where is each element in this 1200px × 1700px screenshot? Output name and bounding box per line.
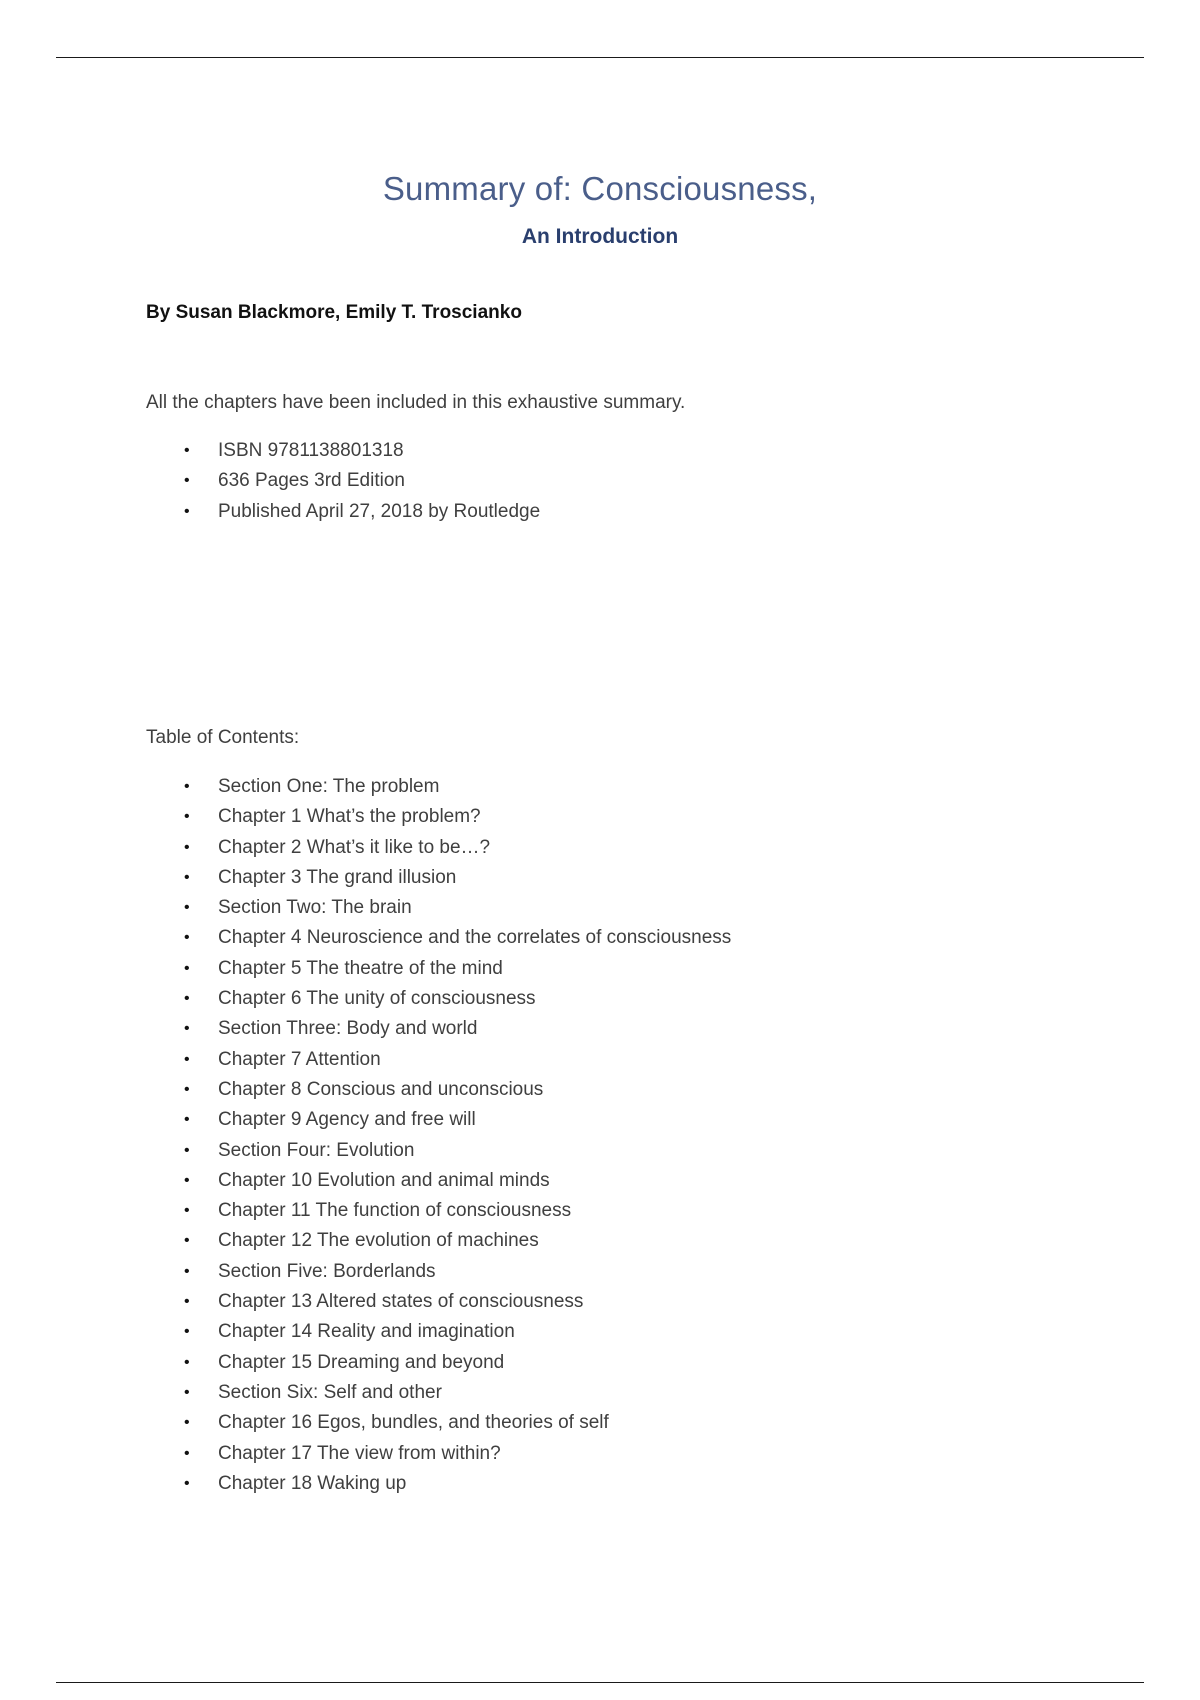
bullet-icon: •: [184, 990, 190, 1008]
toc-item-text: Chapter 7 Attention: [218, 1048, 381, 1070]
toc-heading: Table of Contents:: [146, 727, 300, 748]
bullet-icon: •: [184, 502, 190, 520]
toc-item-text: Section Three: Body and world: [218, 1018, 478, 1040]
bullet-icon: •: [184, 1383, 190, 1401]
footer-rule: [56, 1682, 1144, 1683]
bullet-icon: •: [184, 1262, 190, 1280]
bullet-icon: •: [184, 868, 190, 886]
bullet-icon: •: [184, 1293, 190, 1311]
toc-item-text: Chapter 2 What’s it like to be…?: [218, 836, 491, 858]
info-isbn: ISBN 9781138801318: [218, 440, 404, 461]
toc-item-text: Chapter 8 Conscious and unconscious: [218, 1078, 544, 1100]
toc-item-text: Chapter 12 The evolution of machines: [218, 1230, 539, 1252]
bullet-icon: •: [184, 1141, 190, 1159]
bullet-icon: •: [184, 1232, 190, 1250]
toc-item-text: Chapter 11 The function of consciousness: [218, 1200, 572, 1222]
toc-item-text: Section Four: Evolution: [218, 1139, 415, 1161]
toc-item-text: Chapter 9 Agency and free will: [218, 1109, 476, 1131]
bullet-icon: •: [184, 1050, 190, 1068]
toc-item-text: Chapter 18 Waking up: [218, 1472, 407, 1494]
toc-item-text: Chapter 1 What’s the problem?: [218, 806, 481, 828]
bullet-icon: •: [184, 442, 190, 459]
bullet-icon: •: [184, 472, 190, 490]
document-subtitle: An Introduction: [521, 225, 679, 248]
bullet-icon: •: [184, 1353, 190, 1371]
bullet-icon: •: [184, 1080, 190, 1098]
bullet-icon: •: [184, 1111, 190, 1129]
intro-paragraph: All the chapters have been included in this exhaustive summary.: [146, 392, 686, 413]
bullet-icon: •: [184, 808, 190, 826]
toc-item-text: Section Five: Borderlands: [218, 1260, 436, 1282]
bullet-icon: •: [184, 1414, 190, 1432]
toc-item-text: Section Two: The brain: [218, 897, 412, 919]
toc-item-text: Chapter 5 The theatre of the mind: [218, 957, 503, 979]
bullet-icon: •: [184, 959, 190, 977]
toc-item-text: Chapter 3 The grand illusion: [218, 866, 457, 888]
toc-item-text: Chapter 10 Evolution and animal minds: [218, 1169, 550, 1191]
toc-item-text: Chapter 14 Reality and imagination: [218, 1321, 515, 1343]
bullet-icon: •: [184, 1020, 190, 1038]
authors-line: By Susan Blackmore, Emily T. Troscianko: [146, 302, 522, 323]
bullet-icon: •: [184, 1323, 190, 1341]
bullet-icon: •: [184, 1444, 190, 1462]
toc-item-text: Chapter 4 Neuroscience and the correlates of consciousness: [218, 927, 732, 949]
bullet-icon: •: [184, 1202, 190, 1220]
bullet-icon: •: [184, 838, 190, 856]
document-title: Summary of: Consciousness,: [382, 170, 818, 207]
toc-item-text: Chapter 16 Egos, bundles, and theories of self: [218, 1412, 609, 1434]
header-rule: [56, 57, 1144, 58]
bullet-icon: •: [184, 778, 190, 795]
bullet-icon: •: [184, 899, 190, 917]
toc-item-text: Chapter 13 Altered states of consciousness: [218, 1291, 584, 1313]
info-published: Published April 27, 2018 by Routledge: [218, 500, 541, 522]
toc-item-text: Chapter 6 The unity of consciousness: [218, 988, 536, 1010]
info-pages: 636 Pages 3rd Edition: [218, 470, 405, 492]
bullet-icon: •: [184, 1474, 190, 1492]
toc-item-text: Section Six: Self and other: [218, 1381, 442, 1403]
toc-item-text: Chapter 15 Dreaming and beyond: [218, 1351, 505, 1373]
toc-item-text: Chapter 17 The view from within?: [218, 1442, 501, 1464]
bullet-icon: •: [184, 1171, 190, 1189]
bullet-icon: •: [184, 929, 190, 947]
toc-item-text: Section One: The problem: [218, 776, 440, 797]
